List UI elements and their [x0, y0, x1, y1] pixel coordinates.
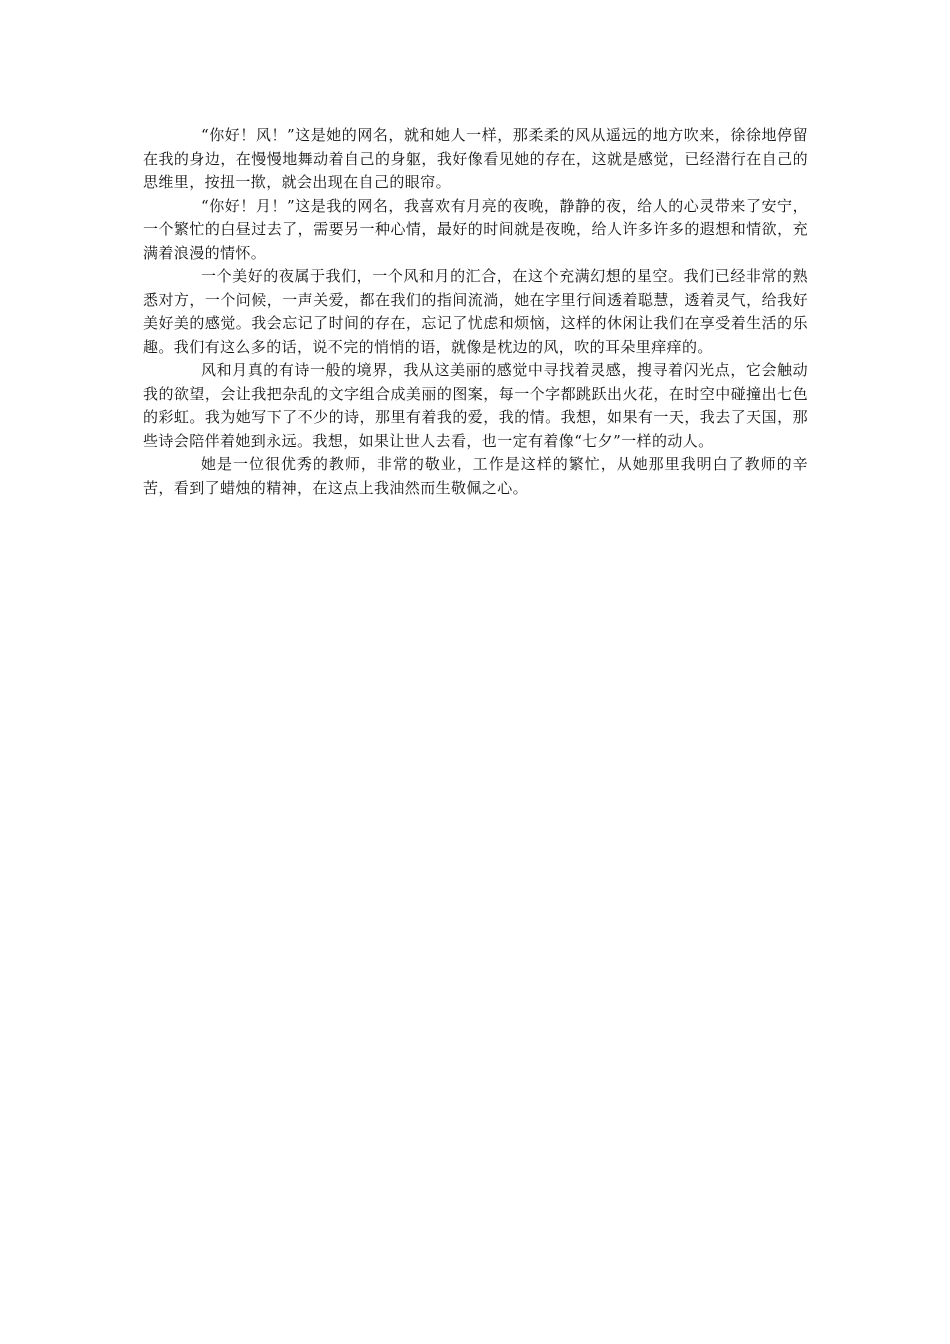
paragraph-5: 她是一位很优秀的教师，非常的敬业，工作是这样的繁忙，从她那里我明白了教师的辛苦，看到了蜡烛的精神，在这点上我油然而生敬佩之心。 — [143, 455, 808, 497]
paragraph-4: 风和月真的有诗一般的境界，我从这美丽的感觉中寻找着灵感，搜寻着闪光点，它会触动我的欲望，会让我把杂乱的文字组合成美丽的图案，每一个字都跳跃出火花，在时空中碰撞出七色的彩虹。我为她写下了不少的诗，那里有着我的爱，我的情。我想，如果有一天，我去了天国，那些诗会陪伴着她到永远。我想，如果让世人去看，也一定有着像“七夕”一样的动人。 — [143, 361, 808, 450]
paragraph-3: 一个美好的夜属于我们，一个风和月的汇合，在这个充满幻想的星空。我们已经非常的熟悉对方，一个问候，一声关爱，都在我们的指间流淌，她在字里行间透着聪慧，透着灵气，给我好美好美的感觉。我会忘记了时间的存在，忘记了忧虑和烦恼，这样的休闲让我们在享受着生活的乐趣。我们有这么多的话，说不完的悄悄的语，就像是枕边的风，吹的耳朵里痒痒的。 — [143, 267, 808, 356]
document-body — [143, 124, 808, 500]
paragraph-2: “你好！月！”这是我的网名，我喜欢有月亮的夜晚，静静的夜，给人的心灵带来了安宁，一个繁忙的白昼过去了，需要另一种心情，最好的时间就是夜晚，给人许多许多的遐想和情欲，充满着浪漫的情怀。 — [143, 196, 808, 262]
paragraph-1: “你好！风！”这是她的网名，就和她人一样，那柔柔的风从遥远的地方吹来，徐徐地停留在我的身边，在慢慢地舞动着自己的身躯，我好像看见她的存在，这就是感觉，已经潜行在自己的思维里，按扭一揿，就会出现在自己的眼帘。 — [143, 126, 808, 191]
